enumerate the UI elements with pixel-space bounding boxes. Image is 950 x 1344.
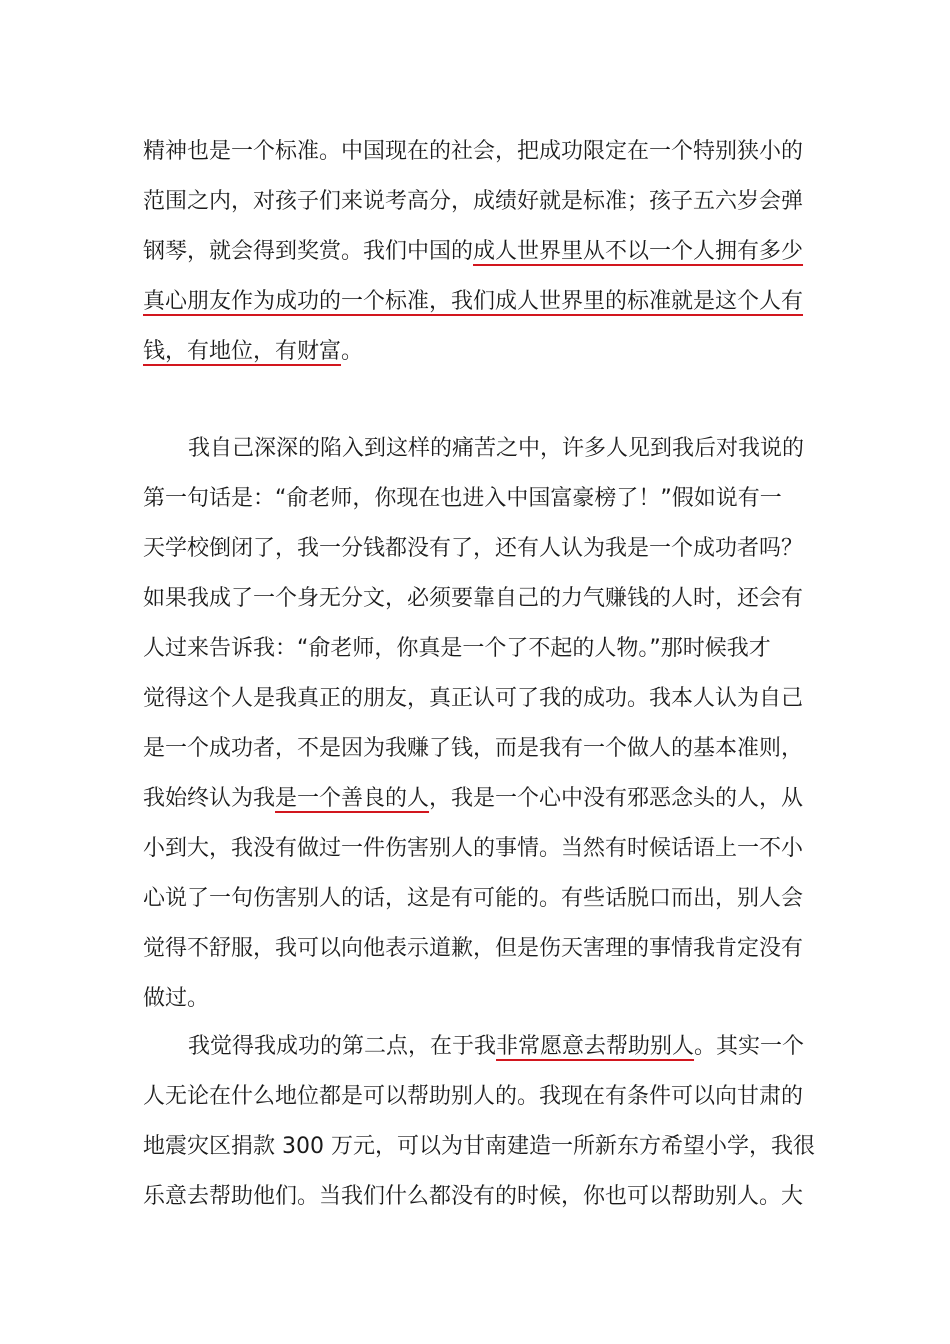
text-line (143, 424, 813, 474)
line-text: 精神也是一个标准。中国现在的社会，把成功限定在一个特别狭小的 (143, 139, 804, 164)
text-line (143, 327, 813, 377)
line-text: 我觉得我成功的第二点，在于我 (188, 1034, 497, 1059)
text-line (143, 227, 813, 277)
line-text: 地震灾区捐款 300 万元，可以为甘南建造一所新东方希望小学，我很 (143, 1134, 815, 1159)
line-text: 我始终认为我 (143, 786, 276, 811)
line-text: 心说了一句伤害别人的话，这是有可能的。有些话脱口而出，别人会 (143, 886, 804, 911)
underlined-text: 钱，有地位，有财富 (143, 339, 342, 364)
line-text: 人无论在什么地位都是可以帮助别人的。我现在有条件可以向甘肃的 (143, 1084, 804, 1109)
text-line (143, 624, 813, 674)
text-line (143, 974, 813, 1024)
text-line (143, 874, 813, 924)
text-line (143, 924, 813, 974)
text-line (143, 127, 813, 177)
line-text: 如果我成了一个身无分文，必须要靠自己的力气赚钱的人时，还会有 (143, 586, 804, 611)
text-line (143, 774, 813, 824)
text-line (143, 824, 813, 874)
text-line (143, 1072, 813, 1122)
text-line (143, 1172, 813, 1222)
line-text: 小到大，我没有做过一件伤害别人的事情。当然有时候话语上一不小 (143, 836, 804, 861)
text-line (143, 277, 813, 327)
text-line (143, 1022, 813, 1072)
text-line (143, 674, 813, 724)
underlined-text: 非常愿意去帮助别人 (496, 1034, 695, 1059)
text-line (143, 574, 813, 624)
line-text: 乐意去帮助他们。当我们什么都没有的时候，你也可以帮助别人。大 (143, 1184, 804, 1209)
line-text: 是一个成功者，不是因为我赚了钱，而是我有一个做人的基本准则， (143, 736, 804, 761)
line-text: 。 (341, 339, 364, 364)
line-text: 我自己深深的陷入到这样的痛苦之中，许多人见到我后对我说的 (188, 436, 805, 461)
line-text: 觉得不舒服，我可以向他表示道歉，但是伤天害理的事情我肯定没有 (143, 936, 804, 961)
line-text: 人过来告诉我：“俞老师，你真是一个了不起的人物。”那时候我才 (143, 636, 771, 661)
line-text: ，我是一个心中没有邪恶念头的人，从 (429, 786, 804, 811)
line-text: 觉得这个人是我真正的朋友，真正认可了我的成功。我本人认为自己 (143, 686, 804, 711)
underlined-text: 真心朋友作为成功的一个标准，我们成人世界里的标准就是这个人有 (143, 289, 804, 314)
text-line (143, 724, 813, 774)
line-text: 范围之内，对孩子们来说考高分，成绩好就是标准；孩子五六岁会弹 (143, 189, 804, 214)
line-text: 天学校倒闭了，我一分钱都没有了，还有人认为我是一个成功者吗？ (143, 536, 804, 561)
underlined-text: 是一个善良的人 (275, 786, 430, 811)
line-text: 钢琴，就会得到奖赏。我们中国的 (143, 239, 474, 264)
line-text: 。其实一个 (694, 1034, 805, 1059)
text-line (143, 524, 813, 574)
underlined-text: 成人世界里从不以一个人拥有多少 (473, 239, 804, 264)
line-text: 第一句话是：“俞老师，你现在也进入中国富豪榜了！”假如说有一 (143, 486, 782, 511)
line-text: 做过。 (143, 986, 210, 1011)
text-line (143, 474, 813, 524)
text-line (143, 177, 813, 227)
text-line (143, 1122, 813, 1172)
